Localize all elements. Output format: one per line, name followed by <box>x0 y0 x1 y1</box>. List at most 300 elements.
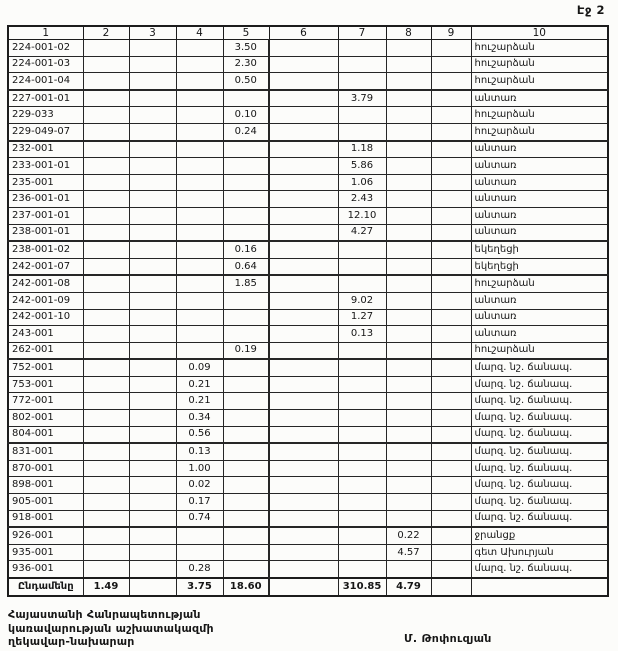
cell-value <box>223 141 269 158</box>
cell-value <box>83 393 129 410</box>
cell-value <box>269 460 338 477</box>
cell-code: 237-001-01 <box>8 207 83 224</box>
footer-org-title-line: ղեկավար-նախարար <box>8 635 135 648</box>
cell-value <box>386 275 431 292</box>
cell-land-type: հուշարձան <box>471 56 608 73</box>
cell-value <box>129 90 176 107</box>
cell-land-type: անտառ <box>471 292 608 309</box>
cell-value <box>386 90 431 107</box>
cell-value <box>386 477 431 494</box>
cell-value <box>269 494 338 511</box>
cell-value <box>129 510 176 527</box>
cell-value <box>223 326 269 343</box>
cell-value <box>83 426 129 443</box>
cell-code: 242-001-09 <box>8 292 83 309</box>
cell-value <box>129 326 176 343</box>
cell-value <box>129 174 176 191</box>
cell-value <box>386 191 431 208</box>
cell-value <box>431 326 471 343</box>
cell-value <box>223 527 269 544</box>
cell-value <box>269 561 338 578</box>
cell-value <box>386 309 431 326</box>
cell-value <box>386 326 431 343</box>
cell-value <box>269 309 338 326</box>
cell-value <box>338 410 386 427</box>
cell-value <box>338 561 386 578</box>
table-row <box>8 460 608 477</box>
table-row <box>8 544 608 561</box>
cell-value <box>338 376 386 393</box>
cell-value <box>386 376 431 393</box>
cell-value: 0.19 <box>223 342 269 359</box>
column-header: 4 <box>176 26 223 40</box>
table-row <box>8 275 608 292</box>
cell-value <box>129 578 176 596</box>
cell-value <box>223 158 269 175</box>
cell-value <box>386 410 431 427</box>
cell-value <box>269 359 338 376</box>
cell-code: 224-001-04 <box>8 73 83 90</box>
cell-land-type: մարզ. նշ. ճանապ. <box>471 510 608 527</box>
cell-value <box>431 158 471 175</box>
cell-value <box>83 56 129 73</box>
table-row <box>8 56 608 73</box>
cell-value <box>431 258 471 275</box>
cell-land-type: հուշարձան <box>471 342 608 359</box>
cell-value <box>269 376 338 393</box>
table-row <box>8 510 608 527</box>
cell-value <box>338 494 386 511</box>
cell-value <box>269 342 338 359</box>
cell-land-type: մարզ. նշ. ճանապ. <box>471 376 608 393</box>
cell-value <box>386 224 431 241</box>
cell-code: 242-001-08 <box>8 275 83 292</box>
cell-value <box>223 207 269 224</box>
cell-value <box>83 410 129 427</box>
cell-value <box>269 56 338 73</box>
cell-value <box>431 393 471 410</box>
cell-value <box>338 107 386 124</box>
cell-value <box>386 107 431 124</box>
cell-value <box>386 510 431 527</box>
cell-code: 229-049-07 <box>8 123 83 140</box>
cell-land-type: մարզ. նշ. ճանապ. <box>471 426 608 443</box>
table-row <box>8 224 608 241</box>
cell-value: 4.27 <box>338 224 386 241</box>
cell-value <box>176 90 223 107</box>
cell-value <box>223 292 269 309</box>
column-header: 8 <box>386 26 431 40</box>
cell-value <box>176 73 223 90</box>
cell-value <box>83 527 129 544</box>
cell-value <box>386 141 431 158</box>
cell-value <box>176 141 223 158</box>
cell-value <box>269 393 338 410</box>
cell-value <box>83 73 129 90</box>
cell-land-type: հուշարձան <box>471 275 608 292</box>
cell-land-type: եկեղեցի <box>471 241 608 258</box>
table-row <box>8 376 608 393</box>
table-row <box>8 326 608 343</box>
cell-value: 3.79 <box>338 90 386 107</box>
cell-value <box>129 107 176 124</box>
cell-value <box>386 241 431 258</box>
table-row <box>8 191 608 208</box>
cell-value <box>269 158 338 175</box>
cell-value <box>269 258 338 275</box>
table-row <box>8 494 608 511</box>
cell-value <box>176 544 223 561</box>
cell-value <box>176 158 223 175</box>
cell-value <box>269 107 338 124</box>
cell-value: 1.06 <box>338 174 386 191</box>
cell-value <box>431 207 471 224</box>
cell-value <box>223 460 269 477</box>
cell-value <box>386 561 431 578</box>
cell-value <box>338 510 386 527</box>
cell-value <box>338 460 386 477</box>
cell-value <box>431 141 471 158</box>
cell-code: 936-001 <box>8 561 83 578</box>
cell-land-type: անտառ <box>471 90 608 107</box>
cell-value <box>338 40 386 57</box>
cell-value <box>338 544 386 561</box>
cell-value <box>269 326 338 343</box>
cell-value <box>269 477 338 494</box>
cell-value <box>431 544 471 561</box>
cell-value <box>129 527 176 544</box>
cell-code: 224-001-02 <box>8 40 83 57</box>
cell-value <box>431 494 471 511</box>
table-row <box>8 359 608 376</box>
table-row <box>8 90 608 107</box>
total-label-cell: Ընդամենը <box>8 578 83 596</box>
cell-land-type: անտառ <box>471 158 608 175</box>
cell-value <box>338 342 386 359</box>
table-row <box>8 477 608 494</box>
cell-value <box>129 275 176 292</box>
cell-value <box>431 107 471 124</box>
cell-land-type: հուշարձան <box>471 123 608 140</box>
cell-value <box>83 158 129 175</box>
cell-land-type: անտառ <box>471 174 608 191</box>
cell-code: 870-001 <box>8 460 83 477</box>
cell-value: 0.28 <box>176 561 223 578</box>
cell-code: 238-001-01 <box>8 224 83 241</box>
cell-code: 242-001-07 <box>8 258 83 275</box>
cell-code: 802-001 <box>8 410 83 427</box>
cell-land-type: մարզ. նշ. ճանապ. <box>471 359 608 376</box>
cell-value <box>176 191 223 208</box>
cell-value: 4.57 <box>386 544 431 561</box>
cell-value <box>176 309 223 326</box>
cell-value <box>386 426 431 443</box>
cell-value <box>176 527 223 544</box>
cell-land-type: մարզ. նշ. ճանապ. <box>471 460 608 477</box>
cell-value <box>269 578 338 596</box>
cell-value <box>176 40 223 57</box>
table-header-row <box>8 26 608 40</box>
cell-value <box>338 241 386 258</box>
cell-value <box>83 141 129 158</box>
cell-land-type: մարզ. նշ. ճանապ. <box>471 477 608 494</box>
cell-value <box>129 309 176 326</box>
cell-value <box>176 342 223 359</box>
cell-value: 2.30 <box>223 56 269 73</box>
cell-value: 1.18 <box>338 141 386 158</box>
cell-value <box>269 73 338 90</box>
cell-code: 229-033 <box>8 107 83 124</box>
cell-value <box>129 494 176 511</box>
cell-land-type: հուշարձան <box>471 40 608 57</box>
cell-value <box>338 426 386 443</box>
table-row <box>8 393 608 410</box>
cell-code: 898-001 <box>8 477 83 494</box>
cell-value <box>269 90 338 107</box>
cell-value <box>269 292 338 309</box>
footer-organization-block <box>8 608 214 649</box>
cell-value <box>129 224 176 241</box>
cell-value <box>431 527 471 544</box>
cell-value: 0.50 <box>223 73 269 90</box>
cell-value <box>83 241 129 258</box>
footer-org-line-2: կառավարության աշխատակազմի <box>8 621 214 635</box>
cell-value <box>269 527 338 544</box>
cell-land-type: անտառ <box>471 309 608 326</box>
cell-value <box>129 141 176 158</box>
cell-value <box>431 224 471 241</box>
cell-value <box>431 275 471 292</box>
cell-value <box>269 241 338 258</box>
table-row <box>8 443 608 460</box>
cell-value <box>431 477 471 494</box>
cell-value: 0.10 <box>223 107 269 124</box>
cell-land-type: ջրանցք <box>471 527 608 544</box>
cell-value <box>269 40 338 57</box>
table-row <box>8 73 608 90</box>
cell-value <box>83 107 129 124</box>
cell-value <box>83 123 129 140</box>
cell-value <box>386 158 431 175</box>
cell-value <box>83 224 129 241</box>
cell-value <box>176 207 223 224</box>
cell-value <box>431 40 471 57</box>
cell-value <box>386 460 431 477</box>
column-header: 3 <box>129 26 176 40</box>
cell-value: 0.74 <box>176 510 223 527</box>
cell-value <box>83 40 129 57</box>
cell-value: 0.16 <box>223 241 269 258</box>
cell-value <box>223 224 269 241</box>
cell-land-type: մարզ. նշ. ճանապ. <box>471 393 608 410</box>
cell-value <box>83 275 129 292</box>
document-table <box>7 25 609 597</box>
cell-value <box>83 292 129 309</box>
cell-value <box>129 40 176 57</box>
cell-value <box>338 477 386 494</box>
cell-value: 0.02 <box>176 477 223 494</box>
cell-code: 753-001 <box>8 376 83 393</box>
cell-code: 243-001 <box>8 326 83 343</box>
cell-value <box>129 342 176 359</box>
cell-value <box>431 309 471 326</box>
cell-value: 0.34 <box>176 410 223 427</box>
cell-value <box>431 292 471 309</box>
cell-code: 905-001 <box>8 494 83 511</box>
cell-value <box>223 510 269 527</box>
cell-value <box>269 544 338 561</box>
cell-value: 5.86 <box>338 158 386 175</box>
cell-value <box>83 561 129 578</box>
cell-value <box>129 544 176 561</box>
footer-org-line-1: Հայաստանի Հանրապետության <box>8 608 201 621</box>
cell-value: 0.17 <box>176 494 223 511</box>
cell-value <box>386 359 431 376</box>
cell-value: 4.79 <box>386 578 431 596</box>
cell-value <box>386 393 431 410</box>
cell-value <box>83 207 129 224</box>
cell-value <box>176 123 223 140</box>
cell-value: 310.85 <box>338 578 386 596</box>
table-row <box>8 40 608 57</box>
cell-value <box>129 376 176 393</box>
signature-name: Մ. Թոփուզյան <box>404 632 492 645</box>
cell-value <box>129 477 176 494</box>
cell-code: 224-001-03 <box>8 56 83 73</box>
cell-value <box>269 275 338 292</box>
cell-value <box>269 510 338 527</box>
cell-value <box>386 73 431 90</box>
cell-value <box>83 191 129 208</box>
cell-value <box>269 207 338 224</box>
cell-value <box>431 56 471 73</box>
table-row <box>8 107 608 124</box>
cell-value: 3.75 <box>176 578 223 596</box>
cell-value <box>83 443 129 460</box>
table-row <box>8 292 608 309</box>
cell-code: 752-001 <box>8 359 83 376</box>
cell-value <box>83 90 129 107</box>
cell-value <box>269 123 338 140</box>
cell-value <box>83 460 129 477</box>
column-header: 1 <box>8 26 83 40</box>
cell-value <box>338 393 386 410</box>
cell-value: 3.50 <box>223 40 269 57</box>
cell-value <box>269 410 338 427</box>
cell-land-type: հուշարձան <box>471 107 608 124</box>
cell-value <box>223 477 269 494</box>
table-row <box>8 141 608 158</box>
cell-value <box>83 359 129 376</box>
cell-value <box>386 342 431 359</box>
cell-value <box>176 56 223 73</box>
cell-code: 233-001-01 <box>8 158 83 175</box>
cell-value <box>83 342 129 359</box>
table-row <box>8 123 608 140</box>
cell-value <box>129 443 176 460</box>
cell-value: 1.00 <box>176 460 223 477</box>
cell-value <box>83 376 129 393</box>
column-header: 7 <box>338 26 386 40</box>
cell-value <box>431 410 471 427</box>
cell-value <box>431 90 471 107</box>
cell-value <box>431 359 471 376</box>
cell-value <box>83 174 129 191</box>
cell-code: 935-001 <box>8 544 83 561</box>
cell-value <box>223 561 269 578</box>
cell-value <box>431 561 471 578</box>
cell-value <box>223 376 269 393</box>
cell-value: 1.85 <box>223 275 269 292</box>
cell-value <box>431 123 471 140</box>
cell-value <box>129 426 176 443</box>
table-row <box>8 258 608 275</box>
cell-value <box>176 224 223 241</box>
table-row <box>8 426 608 443</box>
cell-code: 238-001-02 <box>8 241 83 258</box>
cell-land-type: մարզ. նշ. ճանապ. <box>471 561 608 578</box>
cell-value <box>338 443 386 460</box>
cell-value: 0.13 <box>176 443 223 460</box>
cell-value <box>386 56 431 73</box>
cell-value <box>129 73 176 90</box>
cell-value <box>386 292 431 309</box>
cell-value <box>129 561 176 578</box>
cell-code: 926-001 <box>8 527 83 544</box>
cell-value <box>129 56 176 73</box>
cell-land-type: մարզ. նշ. ճանապ. <box>471 443 608 460</box>
cell-value <box>386 494 431 511</box>
table-row <box>8 158 608 175</box>
cell-code: 232-001 <box>8 141 83 158</box>
cell-value <box>338 527 386 544</box>
cell-land-type <box>471 578 608 596</box>
table-row <box>8 174 608 191</box>
cell-value <box>223 174 269 191</box>
cell-value <box>269 141 338 158</box>
cell-value: 12.10 <box>338 207 386 224</box>
cell-value: 0.21 <box>176 393 223 410</box>
cell-value <box>269 191 338 208</box>
cell-land-type: անտառ <box>471 141 608 158</box>
cell-value <box>338 359 386 376</box>
cell-value <box>338 258 386 275</box>
cell-value <box>386 443 431 460</box>
cell-value: 0.24 <box>223 123 269 140</box>
cell-value: 0.22 <box>386 527 431 544</box>
cell-value <box>386 174 431 191</box>
cell-value <box>338 275 386 292</box>
cell-land-type: հուշարձան <box>471 73 608 90</box>
table-row <box>8 241 608 258</box>
cell-value <box>176 241 223 258</box>
cell-value <box>223 494 269 511</box>
cell-value <box>386 207 431 224</box>
cell-value: 0.21 <box>176 376 223 393</box>
cell-value <box>129 359 176 376</box>
cell-value <box>129 258 176 275</box>
cell-value: 0.56 <box>176 426 223 443</box>
cell-value <box>431 443 471 460</box>
cell-code: 831-001 <box>8 443 83 460</box>
cell-value <box>338 56 386 73</box>
cell-value <box>269 426 338 443</box>
cell-value <box>431 578 471 596</box>
cell-value <box>431 376 471 393</box>
cell-value <box>176 174 223 191</box>
cell-value <box>129 158 176 175</box>
cell-code: 804-001 <box>8 426 83 443</box>
